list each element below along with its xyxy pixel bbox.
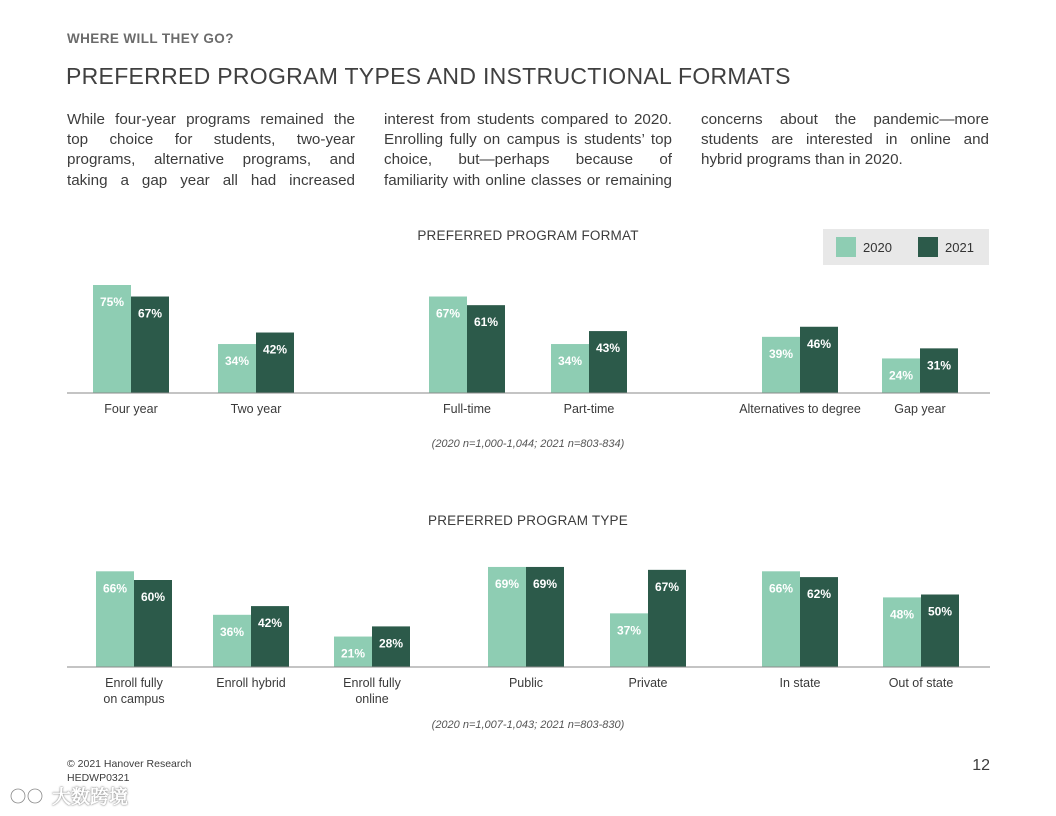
bar-label-2021-part-time: 43% [595,341,621,356]
program-type-chart [0,500,1056,740]
watermark-logo-icon [8,784,48,808]
category-label: Enroll hybrid [216,676,286,690]
legend-label-2021: 2021 [945,240,974,255]
bar-label-2021-enroll-fully-on-campus: 60% [140,590,166,604]
legend-swatch-2021 [918,237,938,257]
sample-size-note: (2020 n=1,007-1,043; 2021 n=803-830) [431,719,625,731]
bar-label-2021-in-state: 62% [806,587,832,602]
category-label: Part-time [563,402,615,416]
bar-label-2021-out-of-state: 50% [927,604,953,619]
bar-2020-enroll-hybrid [213,615,251,667]
chart-title: PREFERRED PROGRAM TYPE [428,513,628,528]
bar-label-2021-full-time: 61% [473,315,499,330]
bar-label-2020-private: 37% [616,623,642,638]
bar-label-2020-part-time: 34% [557,354,583,369]
bar-label-2020-gap-year: 24% [888,368,914,383]
category-label-line: online [355,692,389,706]
section-kicker: WHERE WILL THEY GO? [67,31,234,46]
category-label-line: Enroll fully [343,676,401,690]
category-label: Private [628,676,668,690]
bar-label-2020-enroll-fully-online: 21% [340,646,366,661]
bar-label-2020-public: 69% [494,576,520,591]
category-label-line: on campus [103,692,165,706]
bar-label-2020-enroll-fully-on-campus: 66% [102,581,128,596]
legend-label-2020: 2020 [863,240,892,255]
bar-label-2020-in-state: 66% [768,581,794,596]
bar-label-2020-two-year: 34% [224,354,250,369]
category-label [343,676,401,706]
bar-label-2020-enroll-hybrid: 36% [219,624,245,639]
bar-label-2020-out-of-state: 48% [889,607,915,622]
category-label: In state [779,676,821,690]
chart-title: PREFERRED PROGRAM FORMAT [417,228,639,243]
sample-size-note: (2020 n=1,000-1,044; 2021 n=803-834) [431,438,625,450]
category-label: Alternatives to degree [739,402,861,416]
bar-label-2021-alternatives-to-degree: 46% [806,336,832,351]
category-label-line: Enroll fully [105,676,163,690]
watermark [8,782,128,809]
bar-label-2021-enroll-hybrid: 42% [257,616,283,631]
bar-label-2021-public: 69% [532,576,558,591]
bar-2020-two-year [218,344,256,393]
footer [67,757,191,785]
category-label [103,676,164,706]
footer-code: HEDWP0321 [67,772,130,784]
bar-2020-alternatives-to-degree [762,337,800,393]
category-label: Four year [104,402,158,416]
category-label: Public [508,676,544,690]
bar-label-2021-gap-year: 31% [926,358,952,373]
bar-label-2021-private: 67% [654,579,680,594]
category-label: Full-time [443,402,491,416]
page-number: 12 [972,757,990,774]
bar-label-2020-four-year: 75% [99,295,125,309]
watermark-text: 大数跨境 [52,787,129,808]
category-label: Out of state [888,676,954,690]
bar-label-2020-alternatives-to-degree: 39% [768,346,794,361]
bar-label-2020-full-time: 67% [435,306,461,321]
footer-copyright: © 2021 Hanover Research [67,758,192,770]
bar-2020-private [610,613,648,667]
legend-swatch-2020 [836,237,856,257]
bar-label-2021-enroll-fully-online: 28% [378,636,404,651]
intro-paragraph: While four-year programs remained the top choice for students, two-year programs, alternative programs, and taking a gap year all had increased interest from students compared to 2020. Enrolling fully on campus is students’ top choice, but—perhaps because of familiarity with online classes or remaining concerns about the pandemic—more students are interested in online and hybrid programs than in 2020. [67,111,989,189]
bar-label-2021-two-year: 42% [262,342,288,357]
program-format-chart [0,215,1056,460]
bar-2020-part-time [551,344,589,393]
category-label: Two year [230,402,282,416]
bar-label-2021-four-year: 67% [137,306,163,321]
page-title: PREFERRED PROGRAM TYPES AND INSTRUCTIONAL FORMATS [66,63,791,89]
category-label: Gap year [894,402,946,416]
